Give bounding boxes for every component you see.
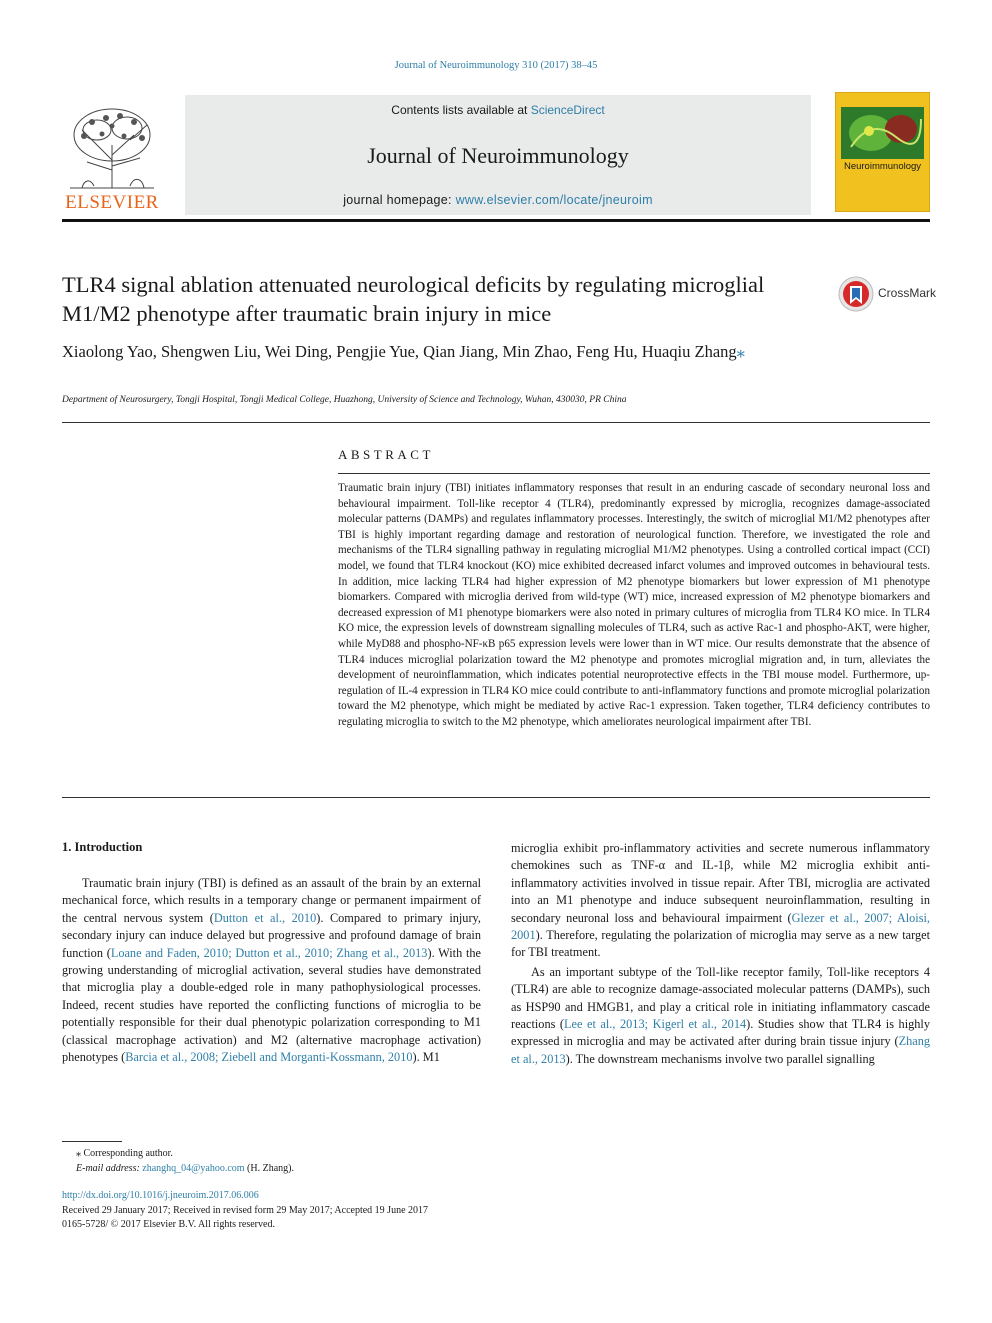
affiliation-rule [62, 422, 930, 423]
footnotes [62, 1147, 662, 1176]
journal-header [185, 95, 811, 215]
ref-link[interactable]: Barcia et al., 2008; Ziebell and Morganti-Kossmann, 2010 [125, 1050, 413, 1065]
cover-image [841, 107, 924, 159]
journal-name: Journal of Neuroimmunology [367, 143, 629, 168]
intro-paragraph-2: microglia exhibit pro-inflammatory activities and secrete numerous inflammatory chemokines such as TNF-α and IL-1β, while M2 microglia exhibit anti-inflammatory activities involved in tissue repair. After TBI, microglia are activated into an M1 phenotype and induce subsequent neuroinflammation, resulting in secondary neuronal loss and behavioural impairment (Glezer et al., 2007; Aloisi, 2001). Therefore, regulating the polarization of microglia may serve as a new target for TBI treatment. [511, 841, 931, 960]
homepage-link[interactable]: www.elsevier.com/locate/jneuroim [455, 193, 653, 207]
journal-citation[interactable]: Journal of Neuroimmunology 310 (2017) 38–45 [394, 60, 598, 71]
contents-line: Contents lists available at ScienceDirect [391, 103, 605, 117]
ref-link[interactable]: Glezer et al., 2007; Aloisi, 2001 [511, 910, 931, 943]
elsevier-wordmark: ELSEVIER [65, 192, 159, 213]
journal-cover[interactable] [835, 92, 930, 212]
crossmark-label: CrossMark [878, 286, 937, 300]
corresponding-author-mark[interactable]: ⁎ [736, 342, 745, 361]
sciencedirect-link[interactable]: ScienceDirect [530, 103, 605, 117]
ref-link[interactable]: Loane and Faden, 2010; Dutton et al., 2010; Zhang et al., 2013 [110, 945, 428, 960]
article-title: TLR4 signal ablation attenuated neurological deficits by regulating microglial M1/M2 phenotype after traumatic brain injury in mice [62, 272, 765, 326]
crossmark-icon [838, 276, 874, 312]
copyright-notice: 0165-5728/ © 2017 Elsevier B.V. All rights reserved. [62, 1219, 275, 1231]
publication-info [62, 1189, 662, 1233]
crossmark-badge[interactable] [838, 276, 938, 312]
author-list: Xiaolong Yao, Shengwen Liu, Wei Ding, Pengjie Yue, Qian Jiang, Min Zhao, Feng Hu, Huaqiu Zhang⁎ [62, 342, 745, 361]
body-column-right [511, 840, 930, 1068]
cover-title: Neuroimmunology [843, 161, 922, 172]
doi-link[interactable]: http://dx.doi.org/10.1016/j.jneuroim.2017.06.006 [62, 1190, 259, 1201]
abstract-text: Traumatic brain injury (TBI) initiates inflammatory responses that result in an enduring cascade of secondary neuronal loss and behavioural impairment. Toll-like receptor 4 (TLR4), predominantly expressed by microglia, recognizes damage-associated molecular patterns (DAMPs) and regulates inflammatory processes. Interestingly, the switch of microglial M1/M2 phenotypes after TBI is highly important regarding damage and restoration of neurological function. Therefore, we investigated the role and mechanisms of the TLR4 signalling pathway in regulating microglial M1/M2 phenotypes. Using a controlled cortical impact (CCI) model, we found that TLR4 knockout (KO) mice exhibited decreased infarct volumes and improved outcomes in behavioural tests. In addition, mice lacking TLR4 had higher expression of M2 phenotype biomarkers but lower expression of M1 phenotype biomarkers. Compared with microglia derived from wild-type (WT) mice, increased expression of M2 phenotype biomarkers and decreased expression of M1 phenotype biomarkers were also noted in primary cultures of microglia from TLR4 KO mice. In TLR4 KO mice, the expression levels of downstream signalling molecules of TLR4, such as active Rac-1 and phospho-AKT, were higher, while MyD88 and phospho-NF-κB p65 expression levels were lower than in WT mice. Our results demonstrate that the absence of TLR4 induces microglial polarization toward the M2 phenotype and promotes microglial migration and, in turn, alleviates the development of neuroinflammation, which indicates potential neuroprotective effects in the TBI mouse model. Furthermore, up-regulation of IL-4 expression in TLR4 KO mice could contribute to anti-inflammatory functions and promote microglial polarization toward the M2 phenotype, which might be mediated by active Rac-1 expression. Taken together, TLR4 deficiency contributes to regulating microglia to switch to the M2 phenotype, which ameliorates neurological impairment after TBI. [338, 482, 930, 728]
homepage-line: journal homepage: www.elsevier.com/locate/jneuroim [343, 193, 653, 207]
affiliation: Department of Neurosurgery, Tongji Hospital, Tongji Medical College, Huazhong, University of Science and Technology, Wuhan, 430030, PR China [62, 395, 627, 405]
body-column-left [62, 875, 481, 1066]
intro-paragraph-3: As an important subtype of the Toll-like receptor family, Toll-like receptors 4 (TLR4) are able to recognize damage-associated molecular patterns (DAMPs), such as HSP90 and HMGB1, and play a critical role in initiating inflammatory cascade reactions (Lee et al., 2013; Kigerl et al., 2014). Studies show that TLR4 is highly expressed in microglia and may be activated after during brain tissue injury (Zhang et al., 2013). The downstream mechanisms involve two parallel signalling [511, 964, 930, 1066]
abstract-bottom-rule [62, 797, 930, 798]
ref-link[interactable]: Zhang et al., 2013 [511, 1034, 930, 1066]
footnote-rule [62, 1141, 122, 1142]
intro-paragraph-1: Traumatic brain injury (TBI) is defined as an assault of the brain by an external mechanical force, which results in a temporary change or permanent impairment of the central nervous system (Dutton et al., 2010). Compared to primary injury, secondary injury can induce delayed but progressive and profound damage of brain function (Loane and Faden, 2010; Dutton et al., 2010; Zhang et al., 2013). With the growing understanding of microglial activation, several studies have demonstrated that microglia play a double-edged role in many pathophysiological processes. Indeed, recent studies have reported the conflicting functions of microglia to be potentially responsible for their dual phenotypic polarization corresponding to M1 (classical macrophage activation) and M2 (alternative macrophage activation) phenotypes (Barcia et al., 2008; Ziebell and Morganti-Kossmann, 2010). M1 [62, 876, 481, 1065]
abstract-rule [338, 473, 930, 474]
email-link[interactable]: zhanghq_04@yahoo.com [142, 1162, 245, 1174]
abstract-heading: ABSTRACT [338, 447, 434, 462]
article-dates: Received 29 January 2017; Received in revised form 29 May 2017; Accepted 19 June 2017 [62, 1204, 429, 1216]
ref-link[interactable]: Lee et al., 2013; Kigerl et al., 2014 [564, 1017, 747, 1032]
corresponding-author-note: ⁎ Corresponding author. [76, 1148, 173, 1159]
section-heading-introduction: 1. Introduction [62, 840, 143, 854]
email-note: E-mail address: zhanghq_04@yahoo.com (H. Zhang). [76, 1162, 294, 1174]
ref-link[interactable]: Dutton et al., 2010 [213, 910, 317, 925]
header-rule [62, 219, 930, 222]
